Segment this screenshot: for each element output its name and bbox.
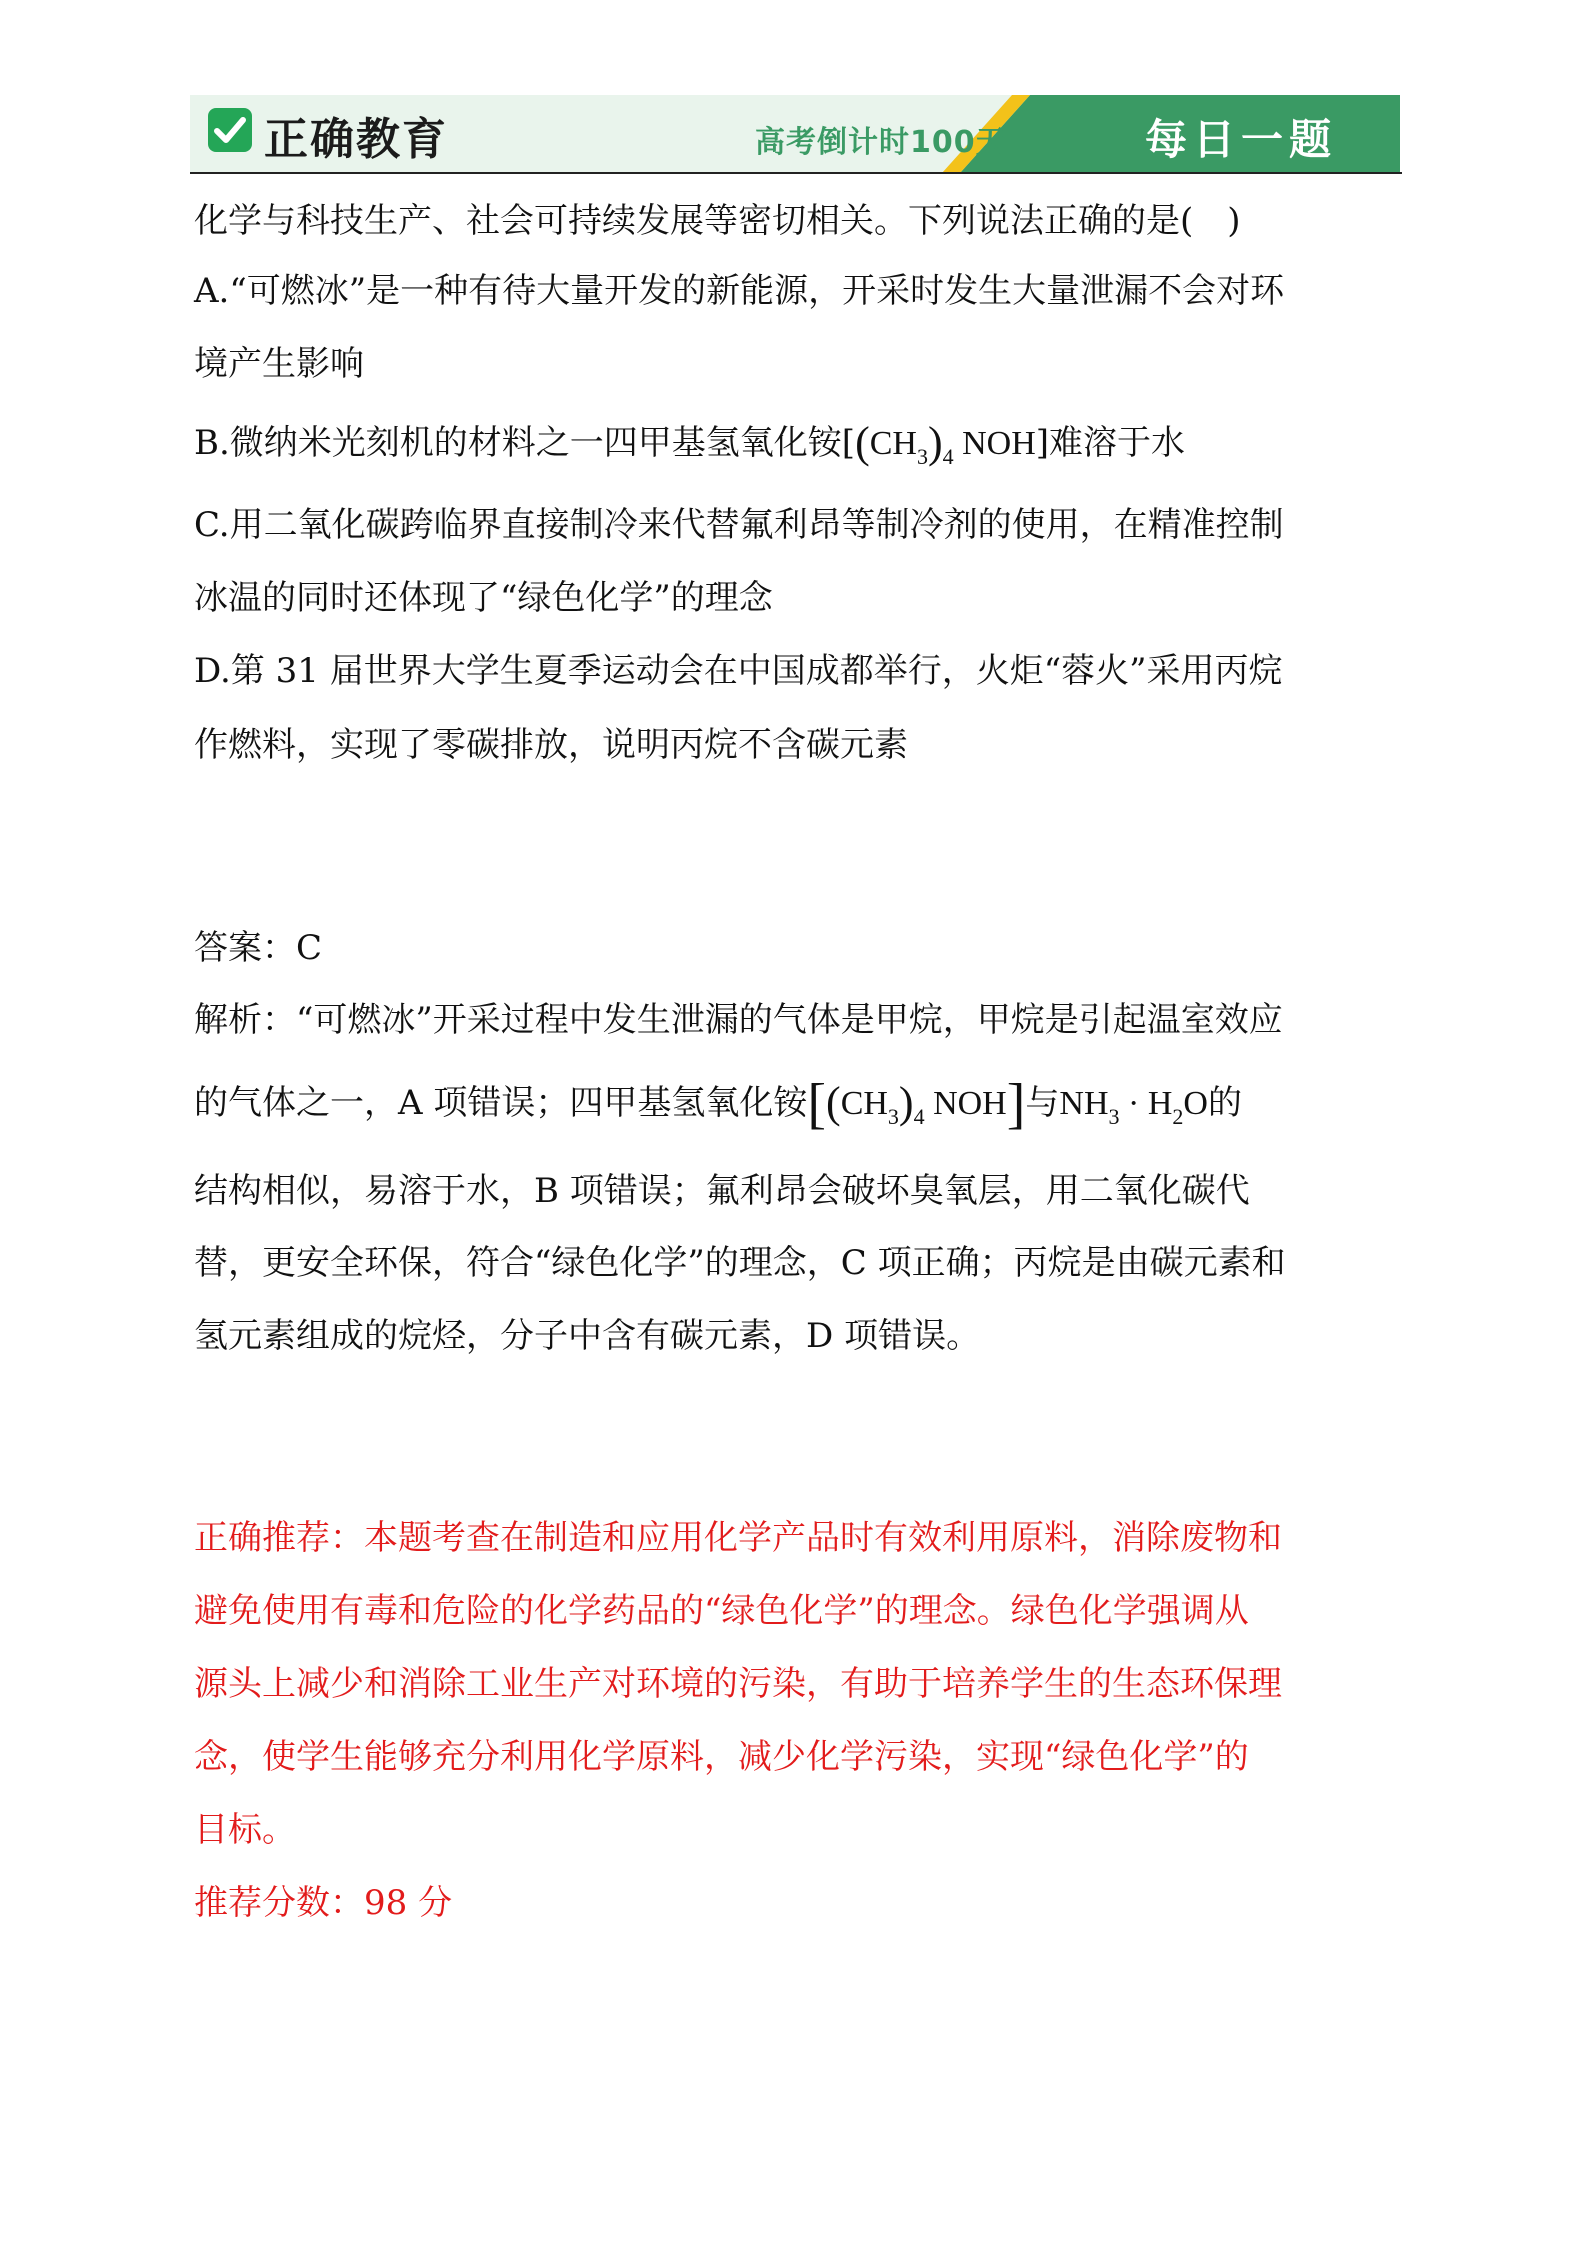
analysis-line2: 的气体之一，A 项错误；四甲基氢氧化铵[$(CH_3)_4$ NOH]与$NH_3 \cdot H_2O$的	[194, 1073, 1242, 1135]
option-a-line1: A.“可燃冰”是一种有待大量开发的新能源，开采时发生大量泄漏不会对环	[194, 271, 1285, 311]
option-b-suffix: ]难溶于水	[1035, 423, 1186, 463]
formula-tmah-analysis: [$(CH_3)_4$ NOH]	[807, 1073, 1026, 1135]
option-b	[194, 420, 1185, 470]
answer-label: 答案：C	[194, 928, 323, 968]
check-icon	[208, 108, 252, 152]
question-stem: 化学与科技生产、社会可持续发展等密切相关。下列说法正确的是( )	[194, 201, 1241, 241]
header-banner	[190, 95, 1400, 173]
option-c-line1: C.用二氧化碳跨临界直接制冷来代替氟利昂等制冷剂的使用，在精准控制	[194, 505, 1284, 545]
option-d-line2: 作燃料，实现了零碳排放，说明丙烷不含碳元素	[194, 725, 908, 765]
recommend-score: 推荐分数：98 分	[194, 1883, 453, 1923]
header-divider	[190, 172, 1402, 174]
formula-tmah: $(CH_3)_4$ NOH	[855, 418, 1036, 469]
recommend-line1: 正确推荐：本题考查在制造和应用化学产品时有效利用原料，消除废物和	[194, 1518, 1282, 1558]
brand-logo-text: 正确教育	[264, 114, 448, 165]
daily-question-label: 每日一题	[1145, 115, 1338, 164]
option-c-line2: 冰温的同时还体现了“绿色化学”的理念	[194, 578, 773, 618]
recommend-line4: 念，使学生能够充分利用化学原料，减少化学污染，实现“绿色化学”的	[194, 1737, 1249, 1777]
recommend-line5: 目标。	[194, 1810, 296, 1850]
analysis-line3: 结构相似，易溶于水，B 项错误；氟利昂会破坏臭氧层，用二氧化碳代	[194, 1171, 1250, 1211]
analysis-line1: 解析：“可燃冰”开采过程中发生泄漏的气体是甲烷，甲烷是引起温室效应	[194, 1000, 1283, 1040]
option-a-line2: 境产生影响	[194, 344, 364, 384]
countdown-label: 高考倒计时100天	[755, 125, 1007, 160]
analysis-line5: 氢元素组成的烷烃，分子中含有碳元素，D 项错误。	[194, 1316, 981, 1356]
recommend-line2: 避免使用有毒和危险的化学药品的“绿色化学”的理念。绿色化学强调从	[194, 1591, 1249, 1631]
option-b-prefix: B.微纳米光刻机的材料之一四甲基氢氧化铵[	[194, 423, 856, 463]
formula-ammonia-hydrate: $NH_3 \cdot H_2O$	[1059, 1085, 1208, 1129]
option-d-line1: D.第 31 届世界大学生夏季运动会在中国成都举行，火炬“蓉火”采用丙烷	[194, 651, 1283, 691]
analysis-line4: 替，更安全环保，符合“绿色化学”的理念，C 项正确；丙烷是由碳元素和	[194, 1243, 1286, 1283]
recommend-line3: 源头上减少和消除工业生产对环境的污染，有助于培养学生的生态环保理	[194, 1664, 1282, 1704]
